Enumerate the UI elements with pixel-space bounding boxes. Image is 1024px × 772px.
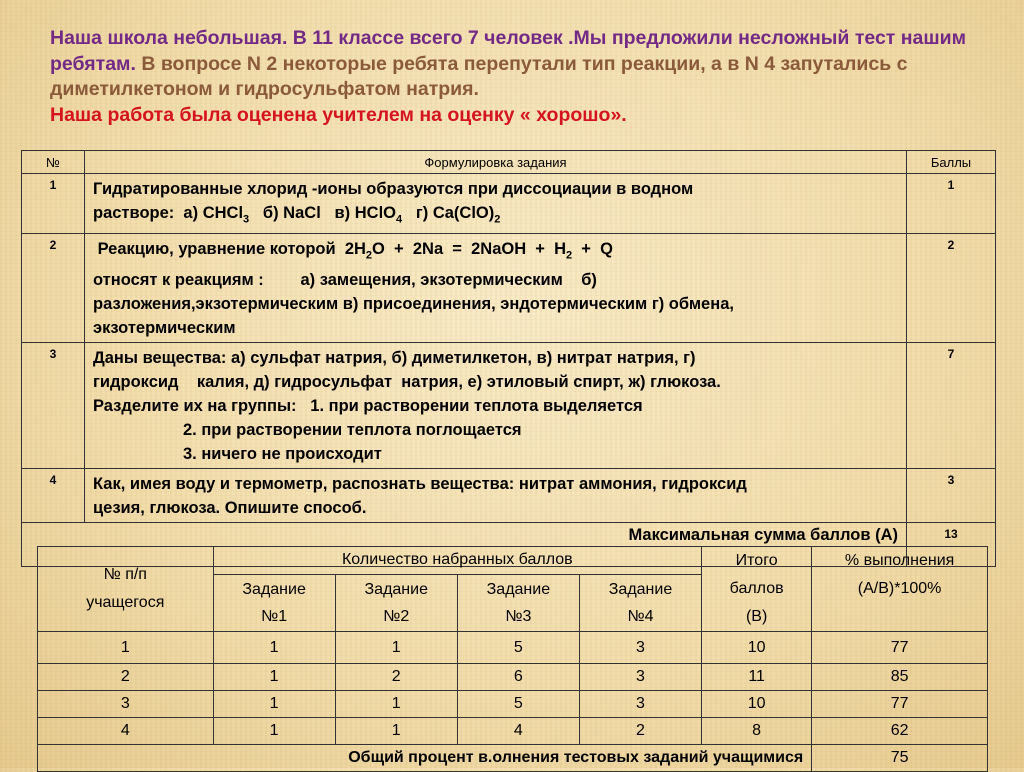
task-line: Разделите их на группы: 1. при растворении теплота выделяется — [93, 396, 643, 415]
task-line — [93, 237, 900, 267]
subscript: 2 — [365, 249, 373, 262]
tasks-table — [21, 150, 996, 567]
cell-task4: 3 — [579, 691, 701, 718]
cell-task2: 2 — [335, 664, 457, 691]
subscript: 2 — [494, 213, 501, 226]
header-task-3 — [457, 574, 579, 631]
cell-task4: 3 — [579, 664, 701, 691]
table-row — [22, 342, 996, 468]
header-line: баллов — [729, 580, 784, 597]
cell-task4: 3 — [579, 632, 701, 664]
cell-task3: 5 — [457, 691, 579, 718]
table-row — [22, 468, 996, 522]
cell-task3: 4 — [457, 718, 579, 745]
task-num: 1 — [22, 174, 85, 234]
header-num: № — [22, 151, 85, 174]
cell-task3: 5 — [457, 632, 579, 664]
intro-part1: Наша школа небольшая. В 11 классе всего 7 человек .Мы предложили несложный тест нашим ребятам. — [50, 27, 967, 75]
cell-total: 10 — [702, 632, 812, 664]
cell-student: 3 — [38, 691, 214, 718]
task-text — [85, 342, 907, 468]
subscript: 3 — [243, 213, 250, 226]
overall-label: Общий процент в.олнения тестовых заданий учащимися — [38, 745, 812, 772]
task-text — [85, 174, 907, 234]
header-line: Задание — [608, 580, 673, 598]
cell-task1: 1 — [213, 718, 335, 745]
cell-total: 8 — [702, 718, 812, 745]
task-text — [85, 468, 907, 522]
intro-part2: В вопросе N 2 некоторые ребята перепутали тип реакции, а в N 4 запутались с диметилкетоном и гидросульфатом натрия. — [50, 52, 908, 100]
task-line: Гидратированные хлорид -ионы образуются при диссоциации в водном — [93, 180, 694, 198]
header-line: №3 — [505, 607, 532, 625]
table-row — [38, 632, 988, 664]
max-label: Максимальная сумма баллов (А) — [22, 522, 907, 566]
cell-task1: 1 — [213, 664, 335, 691]
header-line: учащегося — [86, 594, 165, 611]
cell-student: 2 — [38, 664, 214, 691]
cell-total: 11 — [702, 664, 812, 691]
task-num: 3 — [22, 342, 85, 468]
cell-student: 1 — [38, 632, 214, 664]
task-line: относят к реакциям : а) замещения, экзотермическим б) — [93, 270, 597, 289]
header-line: (А/В)*100% — [857, 580, 942, 597]
text-part: Реакцию, уравнение которой 2Н — [93, 240, 366, 259]
header-line: №4 — [627, 607, 654, 625]
subscript: 4 — [396, 213, 403, 226]
task-line: экзотермическим — [93, 318, 236, 337]
results-header-row — [38, 547, 988, 575]
cell-task1: 1 — [213, 691, 335, 718]
cell-task3: 6 — [457, 664, 579, 691]
max-value: 13 — [907, 522, 996, 566]
table-row — [38, 664, 988, 691]
tasks-header-row — [22, 151, 996, 174]
task-text — [85, 234, 907, 342]
header-task-1 — [213, 574, 335, 631]
task-line: гидроксид калия, д) гидросульфат натрия, е) этиловый спирт, ж) глюкоза. — [93, 372, 721, 391]
header-line: Задание — [486, 580, 551, 598]
cell-percent: 77 — [812, 632, 988, 664]
overall-row — [38, 745, 988, 772]
header-line: Задание — [364, 580, 428, 598]
header-line: №1 — [261, 607, 288, 625]
cell-task2: 1 — [335, 691, 457, 718]
results-table — [37, 546, 988, 772]
cell-student: 4 — [38, 718, 214, 745]
text-part: + Q — [572, 240, 613, 259]
text-part: б) NaCl в) HClO — [249, 204, 396, 222]
task-points: 7 — [907, 342, 996, 468]
text-part: О + 2Na = 2NaOH + H — [372, 240, 567, 259]
table-row — [22, 174, 996, 234]
cell-task1: 1 — [213, 632, 335, 664]
task-line: 3. ничего не происходит — [183, 444, 382, 463]
header-line: №2 — [383, 607, 410, 625]
task-line: цезия, глюкоза. Опишите способ. — [93, 498, 367, 517]
task-num: 4 — [22, 468, 85, 522]
cell-task4: 2 — [579, 718, 701, 745]
table-row — [22, 234, 996, 342]
task-line: Как, имея воду и термометр, распознать вещества: нитрат аммония, гидроксид — [93, 474, 747, 493]
cell-percent: 77 — [812, 691, 988, 718]
table-row — [38, 691, 988, 718]
task-points: 1 — [907, 174, 996, 234]
header-line: % выполнения — [844, 552, 955, 569]
header-group: Количество набранных баллов — [213, 547, 702, 575]
task-line: Даны вещества: а) сульфат натрия, б) диметилкетон, в) нитрат натрия, г) — [93, 348, 696, 367]
overall-value: 75 — [812, 745, 988, 772]
task-points: 2 — [907, 234, 996, 342]
cell-percent: 85 — [812, 664, 988, 691]
subscript: 2 — [566, 249, 573, 262]
header-points: Баллы — [907, 151, 996, 174]
task-num: 2 — [22, 234, 85, 342]
header-percent — [812, 547, 988, 632]
table-row — [38, 718, 988, 745]
task-points: 3 — [907, 468, 996, 522]
intro-text — [50, 26, 1010, 128]
header-line: № п/п — [103, 566, 147, 583]
header-line: Итого — [735, 552, 778, 569]
task-line: разложения,экзотермическим в) присоединения, эндотермическим г) обмена, — [93, 294, 734, 313]
cell-task2: 1 — [335, 718, 457, 745]
text-part: растворе: а) СНCl — [93, 204, 244, 222]
cell-total: 10 — [702, 691, 812, 718]
cell-task2: 1 — [335, 632, 457, 664]
intro-grade: Наша работа была оценена учителем на оценку « хорошо». — [50, 103, 627, 126]
header-task-4 — [579, 574, 701, 631]
text-part: г) Ca(ClO) — [402, 204, 495, 222]
header-line: (В) — [745, 608, 768, 625]
header-line: Задание — [242, 580, 306, 598]
header-text: Формулировка задания — [85, 151, 907, 174]
header-task-2 — [335, 574, 457, 631]
cell-percent: 62 — [812, 718, 988, 745]
task-line — [93, 201, 900, 231]
header-total — [702, 547, 812, 632]
header-student — [38, 547, 214, 632]
task-line: 2. при растворении теплота поглощается — [183, 420, 522, 439]
